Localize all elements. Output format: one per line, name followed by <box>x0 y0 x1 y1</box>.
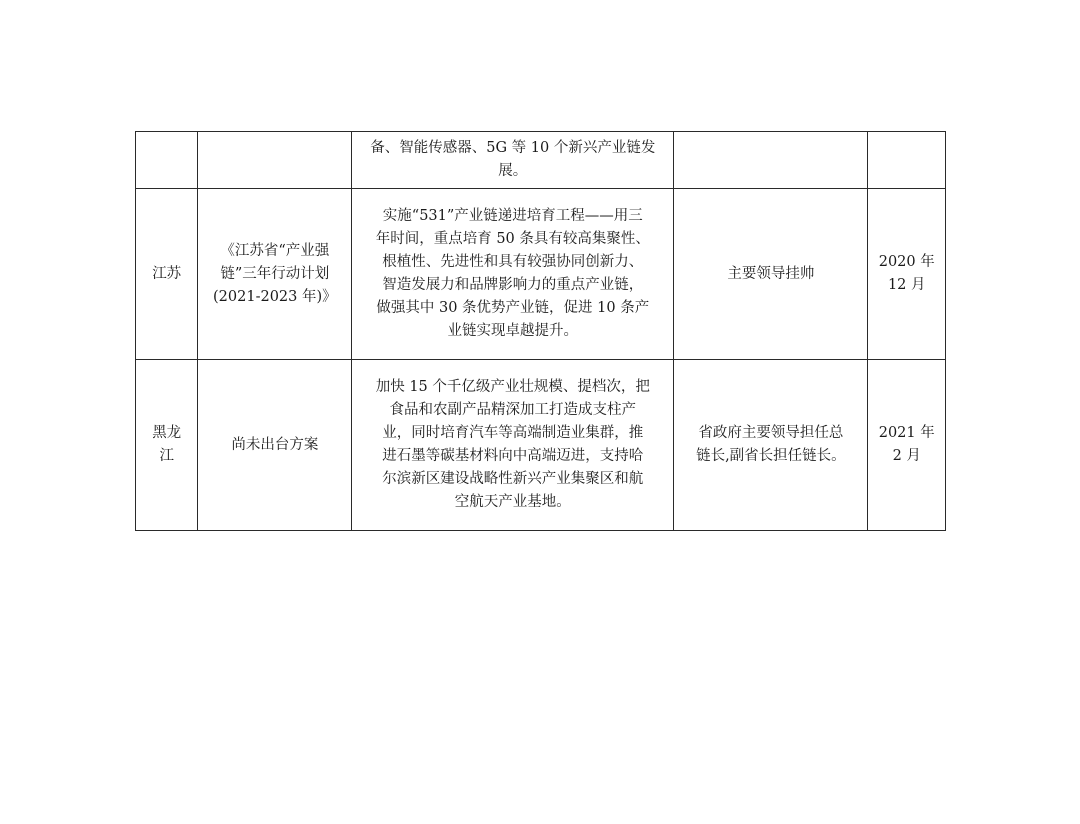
content-line: 业，同时培育汽车等高端制造业集群，推 <box>382 425 644 441</box>
content-line: 根植性、先进性和具有较强协同创新力、 <box>382 254 644 270</box>
province-cell <box>136 189 198 360</box>
content-line: 食品和农副产品精深加工打造成支柱产 <box>389 402 637 418</box>
leader-cell <box>674 360 868 531</box>
content-line: 展。 <box>498 163 528 179</box>
date-line: 2 月 <box>892 448 921 464</box>
table-row <box>136 360 946 531</box>
policy-line: 《江苏省“产业强 <box>220 242 330 259</box>
content-line: 空航天产业基地。 <box>454 494 571 510</box>
policy-cell <box>198 360 352 531</box>
content-line: 进石墨等碳基材料向中高端迈进，支持哈 <box>382 448 644 464</box>
leader-cell <box>674 189 868 360</box>
province-cell <box>136 360 198 531</box>
content-line: 备、智能传感器、5G 等 10 个新兴产业链发 <box>370 140 656 156</box>
table-row <box>136 132 946 189</box>
policy-cell <box>198 132 352 189</box>
content-line: 尔滨新区建设战略性新兴产业集聚区和航 <box>382 471 644 487</box>
province-cell <box>136 132 198 189</box>
table-row <box>136 189 946 360</box>
leader-cell <box>674 132 868 189</box>
leader-line: 链长,副省长担任链长。 <box>696 448 846 464</box>
date-cell <box>868 189 946 360</box>
policy-line: 链”三年行动计划 <box>220 265 330 282</box>
content-cell <box>352 360 674 531</box>
content-line: 实施“531”产业链递进培育工程——用三 <box>382 208 643 224</box>
content-line: 加快 15 个千亿级产业壮规模、提档次，把 <box>375 379 650 395</box>
content-line: 做强其中 30 条优势产业链，促进 10 条产 <box>376 300 650 316</box>
date-cell <box>868 360 946 531</box>
content-line: 年时间，重点培育 50 条具有较高集聚性、 <box>375 231 650 247</box>
province-name: 江 <box>159 448 174 464</box>
date-line: 12 月 <box>887 277 926 293</box>
province-name: 黑龙 <box>152 425 182 441</box>
content-cell <box>352 189 674 360</box>
policy-line: 尚未出台方案 <box>231 436 319 453</box>
leader-line: 省政府主要领导担任总 <box>698 425 844 441</box>
province-name: 江苏 <box>152 265 182 282</box>
date-line: 2020 年 <box>878 254 935 270</box>
policy-cell <box>198 189 352 360</box>
policy-line: (2021-2023 年)》 <box>213 288 337 305</box>
content-line: 业链实现卓越提升。 <box>447 323 579 339</box>
policy-table <box>135 131 946 531</box>
leader-line: 主要领导挂帅 <box>727 265 815 282</box>
date-line: 2021 年 <box>878 425 935 441</box>
content-line: 智造发展力和品牌影响力的重点产业链， <box>382 277 644 293</box>
content-cell <box>352 132 674 189</box>
date-cell <box>868 132 946 189</box>
